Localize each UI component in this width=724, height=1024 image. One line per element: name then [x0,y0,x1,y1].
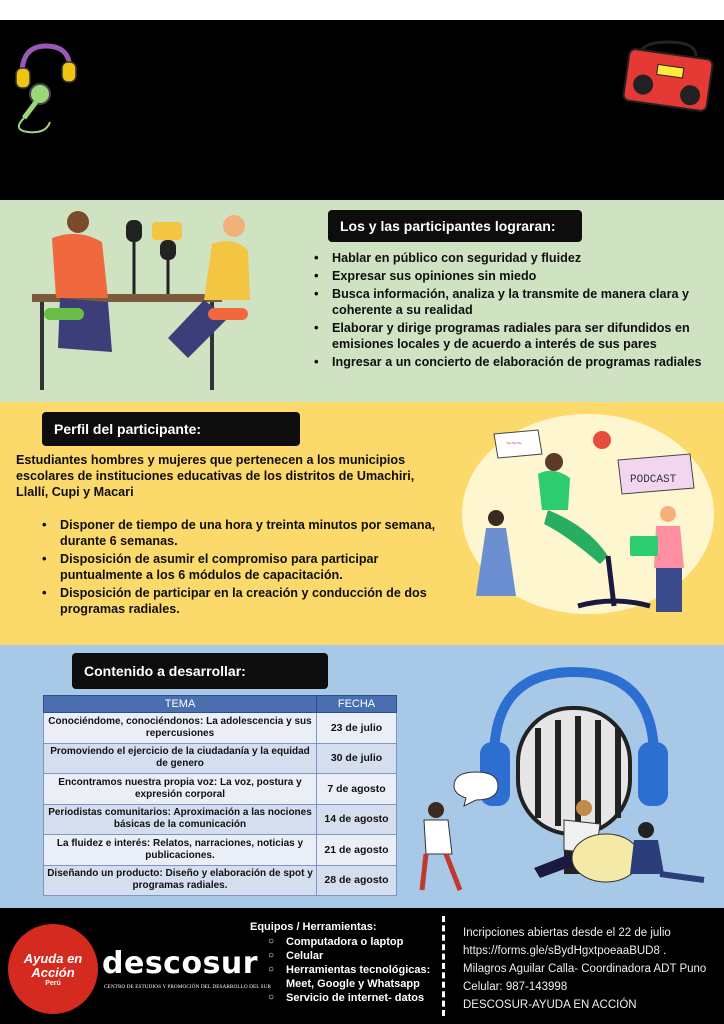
headphones-microphone-icon [6,40,78,136]
table-row [44,743,397,774]
header-band [0,20,724,200]
registration-info [463,924,706,1014]
ayuda-en-accion-logo: Ayuda en Acción Perú [8,924,98,1014]
table-row [44,865,397,896]
list-item: • Ingresar a un concierto de elaboración de programas radiales [308,354,718,370]
table-row [44,804,397,835]
tema-cell: Encontramos nuestra propia voz: La voz, postura y expresión corporal [44,774,317,805]
registration-dates: Incripciones abiertas desde el 22 de julio [463,927,671,939]
organizations: DESCOSUR-AYUDA EN ACCIÓN [463,999,637,1011]
coordinator-phone: Celular: 987-143998 [463,981,568,993]
list-item: • Disposición de participar en la creación y conducción de dos programas radiales. [36,585,450,617]
list-item: • Disposición de asumir el compromiso para participar puntualmente a los 6 módulos de capacitación. [36,551,450,583]
registration-link[interactable]: https://forms.gle/sBydHgxtpoeaaBUD8 . [463,945,667,957]
fecha-cell: 28 de agosto [317,865,397,896]
column-header-fecha: FECHA [317,696,397,713]
table-row [44,835,397,866]
tema-cell: Periodistas comunitarios: Aproximación a las nociones básicas de la comunicación [44,804,317,835]
objectives-list [308,250,718,372]
tema-cell: Diseñando un producto: Diseño y elaboración de spot y programas radiales. [44,865,317,896]
list-item: • Elaborar y dirige programas radiales para ser difundidos en emisiones locales y de acuerdo a interés de sus pares [308,320,718,352]
podcast-hosts-illustration [28,208,258,394]
tema-cell: La fluidez e interés: Relatos, narraciones, noticias y publicaciones. [44,835,317,866]
list-item: • Disponer de tiempo de una hora y treinta minutos por semana, durante 6 semanas. [36,517,450,549]
table-row [44,713,397,744]
tools-list [264,935,438,1005]
svg-text:~~~: ~~~ [506,438,522,448]
descosur-logo: descosur [102,946,259,981]
fecha-cell: 30 de julio [317,743,397,774]
list-item: ○ Herramientas tecnológicas: Meet, Google y Whatsapp [264,963,438,991]
fecha-cell: 23 de julio [317,713,397,744]
section3-heading: Contenido a desarrollar: [72,653,328,689]
descosur-subtitle: CENTRO DE ESTUDIOS Y PROMOCIÓN DEL DESARROLLO DEL SUR [104,984,272,990]
list-item: ○ Celular [264,949,438,963]
fecha-cell: 21 de agosto [317,835,397,866]
tools-title: Equipos / Herramientas: [250,921,377,933]
list-item: • Busca información, analiza y la transmite de manera clara y coherente a su realidad [308,286,718,318]
coordinator-name: Milagros Aguilar Calla- Coordinadora ADT Puno [463,963,707,975]
podcast-group-illustration [458,406,718,620]
list-item: • Expresar sus opiniones sin miedo [308,268,718,284]
list-item: ○ Computadora o laptop [264,935,438,949]
content-table [43,695,397,896]
list-item: ○ Servicio de internet- datos [264,991,438,1005]
section1-heading: Los y las participantes lograran: [328,210,582,242]
profile-intro: Estudiantes hombres y mujeres que pertenecen a los municipios escolares de instituciones educativas de los distritos de Umachiri, Llallí, Cupi y Macari [16,453,415,499]
tema-cell: Conociéndome, conociéndonos: La adolescencia y sus repercusiones [44,713,317,744]
footer-divider [442,916,445,1016]
tools-block [250,920,438,1005]
boombox-radio-icon [620,40,716,116]
tema-cell: Promoviendo el ejercicio de la ciudadanía y la equidad de genero [44,743,317,774]
podcast-sign: PODCAST [630,474,677,486]
table-row [44,774,397,805]
list-item: • Hablar en público con seguridad y fluidez [308,250,718,266]
microphone-headphones-illustration [414,658,714,898]
fecha-cell: 7 de agosto [317,774,397,805]
section2-heading: Perfil del participante: [42,412,300,446]
profile-list [36,517,450,619]
table-header-row [44,696,397,713]
column-header-tema: TEMA [44,696,317,713]
fecha-cell: 14 de agosto [317,804,397,835]
